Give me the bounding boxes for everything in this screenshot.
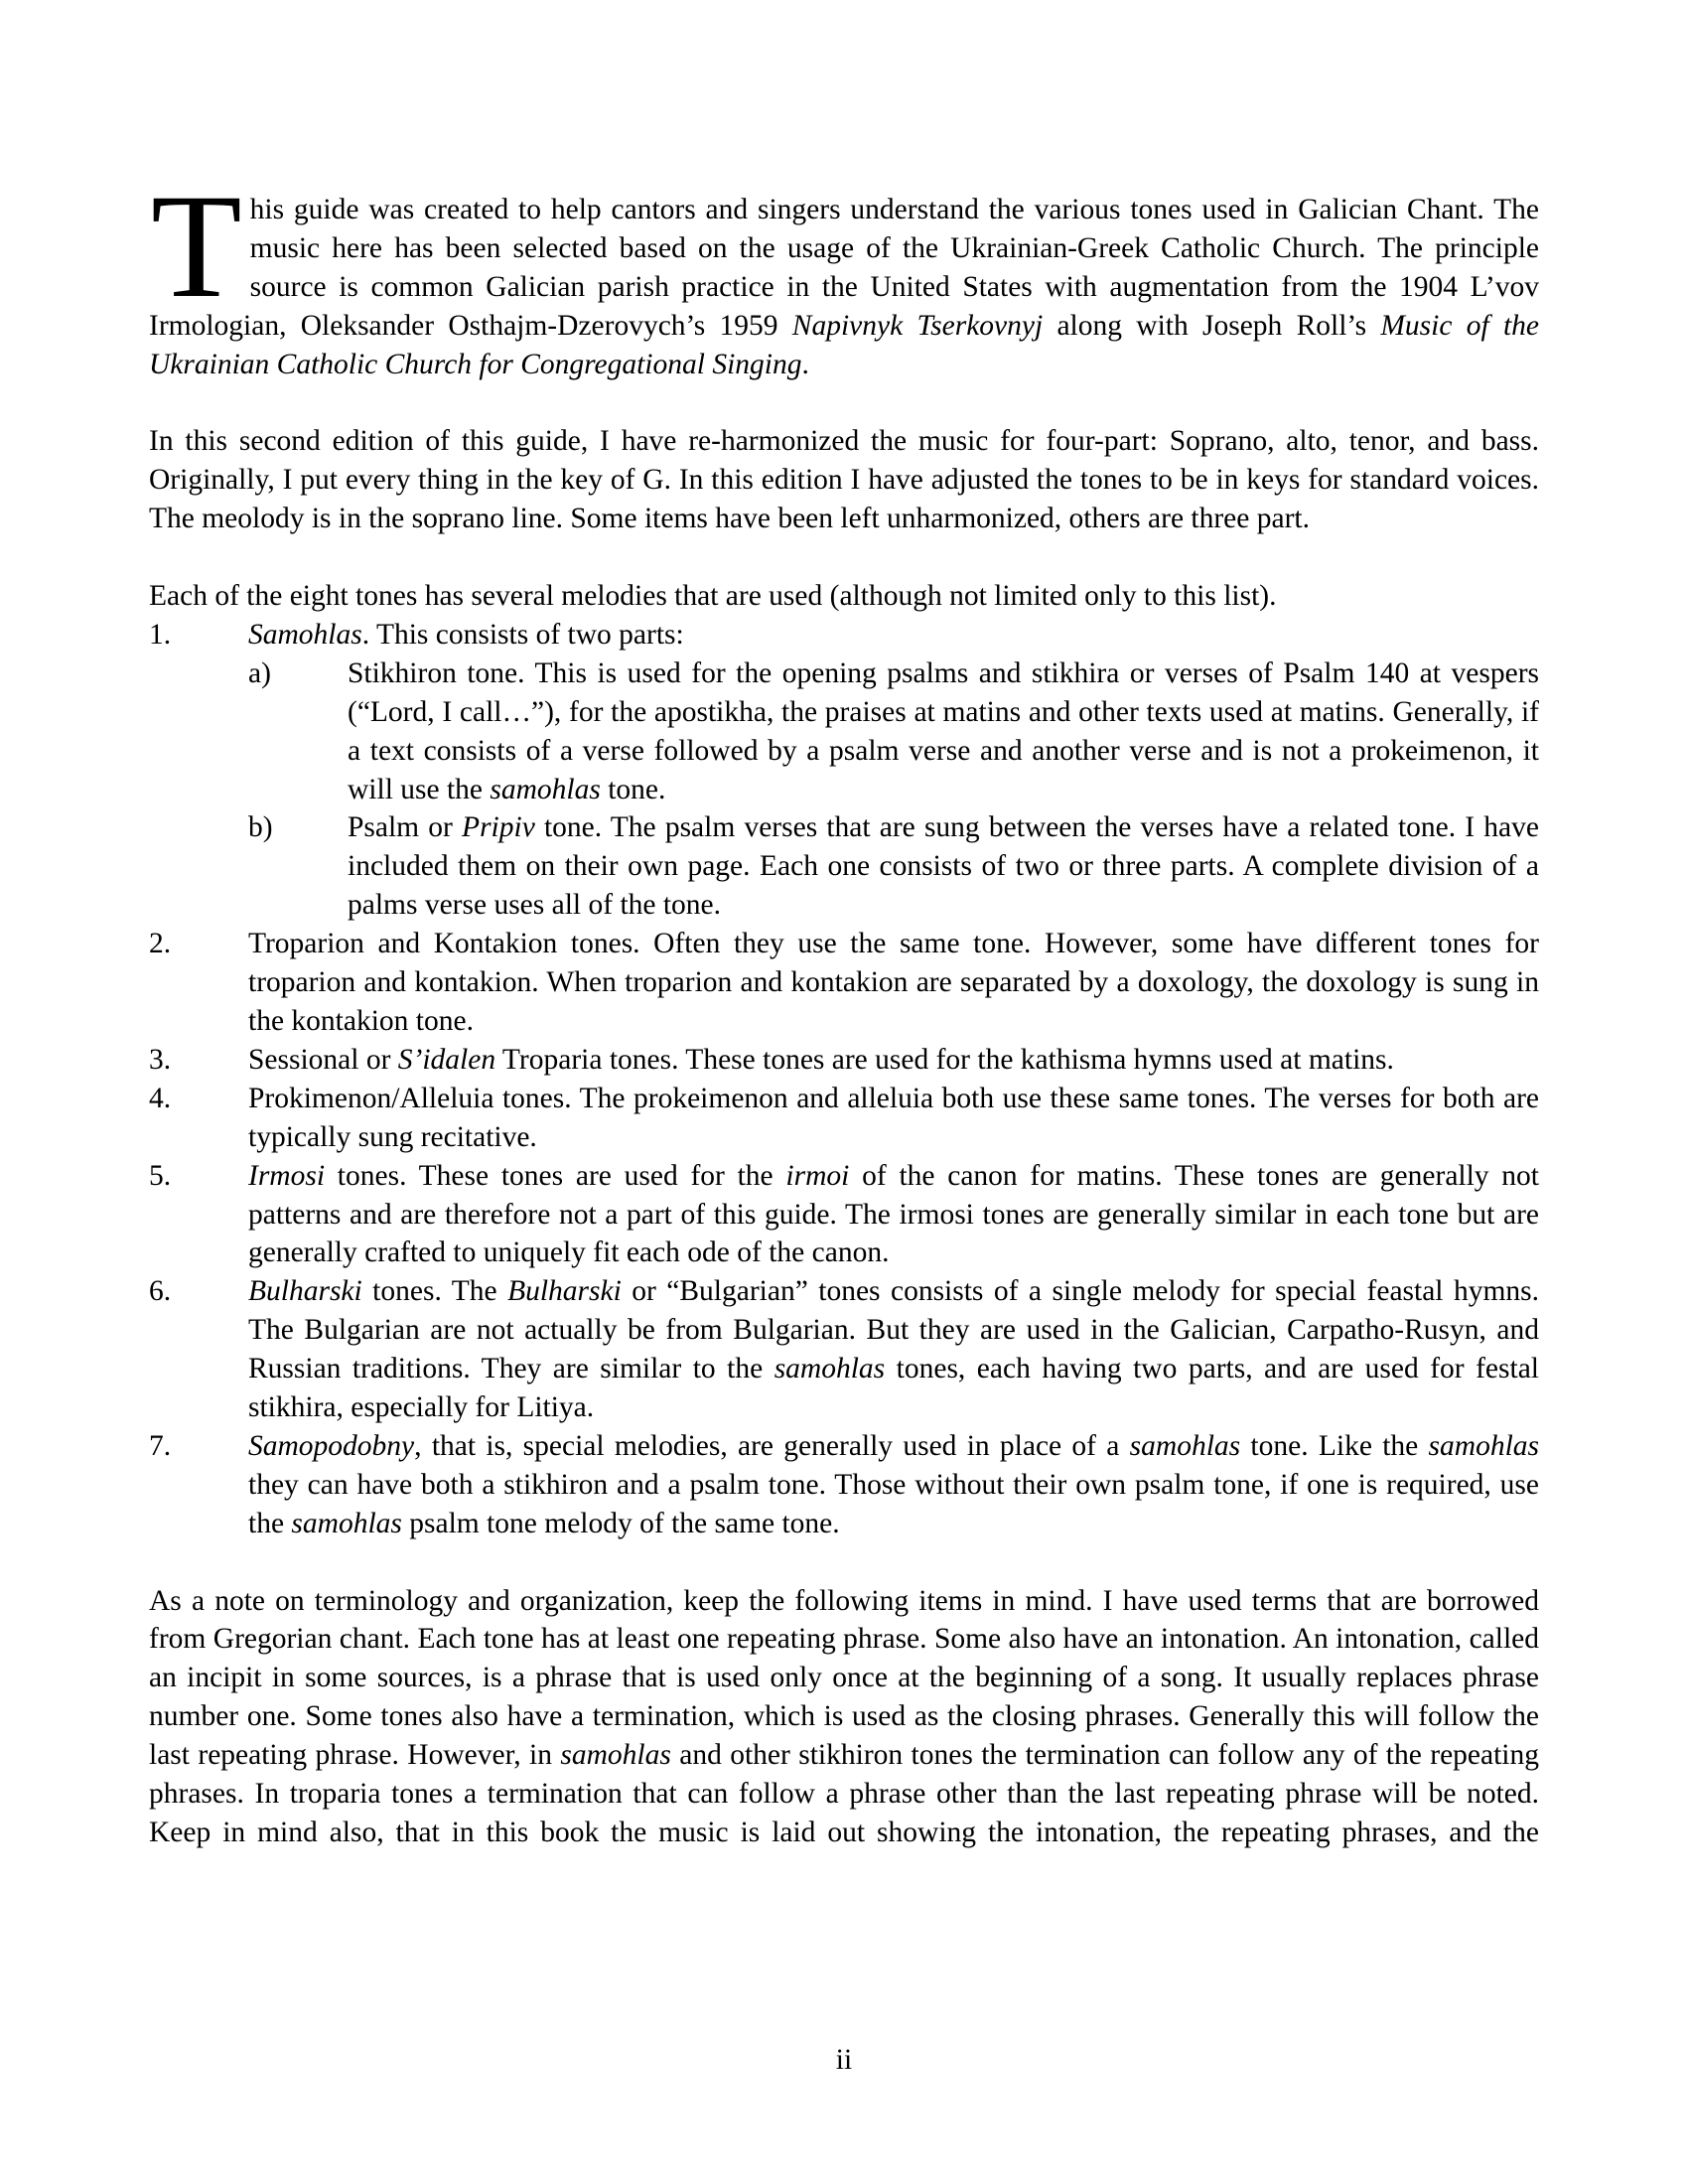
sub-list-label: a) — [248, 656, 271, 689]
italic-term: Bulharski — [507, 1275, 622, 1308]
list-number: 2. — [149, 928, 172, 960]
text-run: Troparion and Kontakion tones. Often they use the same tone. However, some have different tones for troparion and kontakion. When troparion and kontakion are separated by a doxology, the doxology is sung in the kontakion tone. — [248, 928, 1539, 1037]
italic-term: samohlas — [490, 773, 601, 805]
paragraph-gap — [149, 538, 1539, 577]
list-number: 1. — [149, 618, 172, 651]
italic-term: Bulharski — [248, 1275, 362, 1308]
sub-list-item — [248, 655, 1539, 809]
terminology-paragraph — [149, 1582, 1539, 1852]
text-run: and other stikhiron tones the termination can follow any of the repeating phrases. In troparia tones a termination that can follow a phrase other than the last repeating phrase will be noted. Keep in mind also, that in this book the music is laid out showing the intonation, the repeating phrases, and the — [149, 1739, 1539, 1849]
sub-list-label: b) — [248, 811, 273, 844]
list-number: 4. — [149, 1082, 172, 1114]
sub-list-item — [248, 808, 1539, 925]
text-run: of the canon for matins. These tones are generally not patterns and are therefore not a part of this guide. The irmosi tones are generally similar in each tone but are generally crafted to uniquely fit each ode of the canon. — [248, 1159, 1539, 1269]
paragraph-gap — [149, 384, 1539, 423]
list-item-text — [248, 1272, 1539, 1427]
list-item-text — [248, 616, 1539, 655]
text-run: or “Bulgarian” tones consists of a single melody for special feastal hymns. The Bulgarian are not actually be from Bulgarian. But they are used in the Galician, Carpatho-Rusyn, and Russian traditions. They are similar to the — [248, 1275, 1540, 1385]
italic-term: samohlas — [1428, 1429, 1540, 1462]
italic-term: S’idalen — [397, 1043, 496, 1076]
list-item-text — [248, 1427, 1539, 1543]
page-body — [149, 164, 1540, 1852]
text-run: his guide was created to help cantors and singers understand the various tones used in Galician Chant. The music here has been selected based on the usage of the Ukrainian-Greek Catholic Church. The principle source is common Galician parish practice in the United States with augmentation from the 1904 L’vov Irmologian, Oleksander Osthajm-Dzerovych’s 1959 — [149, 194, 1539, 342]
intro-paragraph — [149, 164, 1539, 384]
text-run: tone. The psalm verses that are sung between the verses have a related tone. I have included them on their own page. Each one consists of two or three parts. A complete division of a palms verse uses all of the tone. — [348, 811, 1539, 922]
list-item-text — [248, 1157, 1539, 1273]
text-run: they can have both a stikhiron and a psalm tone. Those without their own psalm tone, if one is required, use the — [248, 1468, 1539, 1539]
text-run: tones. The — [361, 1275, 508, 1308]
italic-term: Irmosi — [248, 1159, 326, 1192]
text-run: tones, each having two parts, and are used for festal stikhira, especially for Litiya. — [248, 1353, 1539, 1424]
list-item — [149, 1427, 1539, 1543]
text-run: Stikhiron tone. This is used for the opening psalms and stikhira or verses of Psalm 140 at vespers (“Lord, I call…”), for the apostikha, the praises at matins and other texts used at matins. Generally, if a text consists of a verse followed by a psalm verse and another verse and is not a prokeimenon, it will use the — [348, 656, 1539, 805]
list-item — [149, 1041, 1539, 1080]
italic-term: samohlas — [774, 1353, 886, 1385]
text-run: psalm tone melody of the same tone. — [401, 1507, 840, 1539]
text-run: along with Joseph Roll’s — [1043, 309, 1381, 342]
text-run: , that is, special melodies, are generally used in place of a — [414, 1429, 1130, 1462]
drop-cap: T — [151, 164, 242, 329]
list-item-text — [248, 1080, 1539, 1157]
text-run: As a note on terminology and organization, keep the following items in mind. I have used terms that are borrowed from Gregorian chant. Each tone has at least one repeating phrase. Some also have an intonation. An intonation, called an incipit in some sources, is a phrase that is used only once at the beginning of a song. It usually replaces phrase number one. Some tones also have a termination, which is used as the closing phrases. Generally this will follow the last repeating phrase. However, in — [149, 1584, 1539, 1772]
italic-term: samohlas — [560, 1739, 671, 1772]
list-item — [149, 616, 1539, 655]
list-intro: Each of the eight tones has several melodies that are used (although not limited only to this list). — [149, 580, 1277, 613]
list-number: 3. — [149, 1043, 172, 1076]
italic-term: samohlas — [1129, 1429, 1241, 1462]
list-item — [149, 1272, 1539, 1427]
text-run: tone. Like the — [1240, 1429, 1429, 1462]
text-run: . — [801, 348, 809, 380]
list-number: 6. — [149, 1275, 172, 1308]
italic-term: Napivnyk Tserkovnyj — [791, 309, 1044, 342]
italic-term: Samohlas — [248, 618, 362, 651]
italic-term: irmoi — [785, 1159, 850, 1192]
paragraph-gap — [149, 1543, 1539, 1582]
text-run: tones. These tones are used for the — [325, 1159, 786, 1192]
list-item-text — [248, 925, 1539, 1041]
sub-list-item-text — [348, 655, 1539, 809]
text-run: Troparia tones. These tones are used for the kathisma hymns used at matins. — [495, 1043, 1394, 1076]
text-run: Sessional or — [248, 1043, 398, 1076]
page-number: ii — [835, 2044, 853, 2076]
italic-term: samohlas — [291, 1507, 402, 1539]
text-run: Psalm or — [348, 811, 463, 844]
sub-list-item-text — [348, 808, 1539, 925]
list-item — [149, 1157, 1539, 1273]
text-run: Prokimenon/Alleluia tones. The prokeimenon and alleluia both use these same tones. The verses for both are typically sung recitative. — [248, 1082, 1539, 1153]
italic-term: Music of the Ukrainian Catholic Church for Congregational Singing — [149, 309, 1539, 380]
list-item — [149, 1080, 1539, 1157]
list-number: 5. — [149, 1159, 172, 1192]
list-item-text — [248, 1041, 1539, 1080]
tone-list — [149, 616, 1539, 1543]
text-run: tone. — [600, 773, 666, 805]
second-edition-paragraph: In this second edition of this guide, I have re-harmonized the music for four-part: Soprano, alto, tenor, and bass. Originally, I put every thing in the key of G. In this edition I have adjusted the tones to be in keys for standard voices. The meolody is in the soprano line. Some items have been left unharmonized, others are three part. — [149, 425, 1539, 535]
italic-term: Pripiv — [462, 811, 535, 844]
list-number: 7. — [149, 1429, 172, 1462]
list-item — [149, 925, 1539, 1041]
intro-text — [149, 164, 1539, 384]
text-run: . This consists of two parts: — [361, 618, 684, 651]
italic-term: Samopodobny — [248, 1429, 415, 1462]
